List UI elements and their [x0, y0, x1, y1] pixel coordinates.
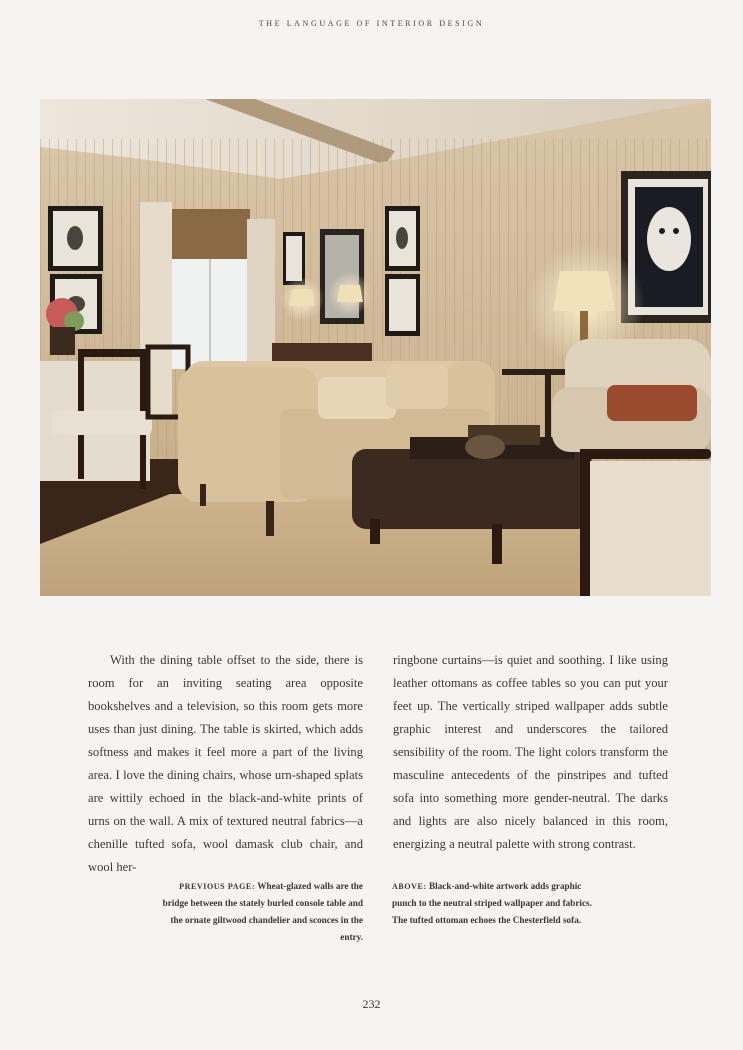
page-number: 232: [362, 997, 381, 1011]
caption-text-above: Black-and-white artwork adds graphic punch to the neutral striped wallpaper and fabrics. The tufted ottoman echoes the Chesterfield sofa.: [392, 881, 592, 925]
caption-text-previous: Wheat-glazed walls are the bridge between the stately burled console table and the ornate giltwood chandelier and sconces in the entry.: [162, 881, 363, 942]
caption-lead-above: ABOVE:: [392, 882, 427, 891]
running-head: THE LANGUAGE OF INTERIOR DESIGN: [258, 19, 485, 28]
body-text-left: With the dining table offset to the side, there is room for an inviting seating area opposite bookshelves and a television, so this room gets more uses than just dining. The table is skirted, which adds softness and makes it feel more a part of the living area. I love the dining chairs, whose urn-shaped splats are wittily echoed in the black-and-white prints of urns on the wall. A mix of textured neutral fabrics—a chenille tufted sofa, wool damask club chair, and wool her-: [88, 653, 363, 874]
body-text-right: ringbone curtains—is quiet and soothing. I like using leather ottomans as coffee tables so you can put your feet up. The vertically striped wallpaper adds subtle graphic interest and underscores the tailored sensibility of the room. The light colors transform the masculine antecedents of the pinstripes and tufted sofa into something more gender-neutral. The darks and lights are also nicely balanced in this room, energizing a neutral palette with strong contrast.: [393, 653, 668, 851]
caption-lead-previous: PREVIOUS PAGE:: [179, 882, 256, 891]
caption-above: [392, 878, 592, 929]
caption-previous-page: [160, 878, 363, 946]
living-room-photo: [40, 99, 711, 596]
